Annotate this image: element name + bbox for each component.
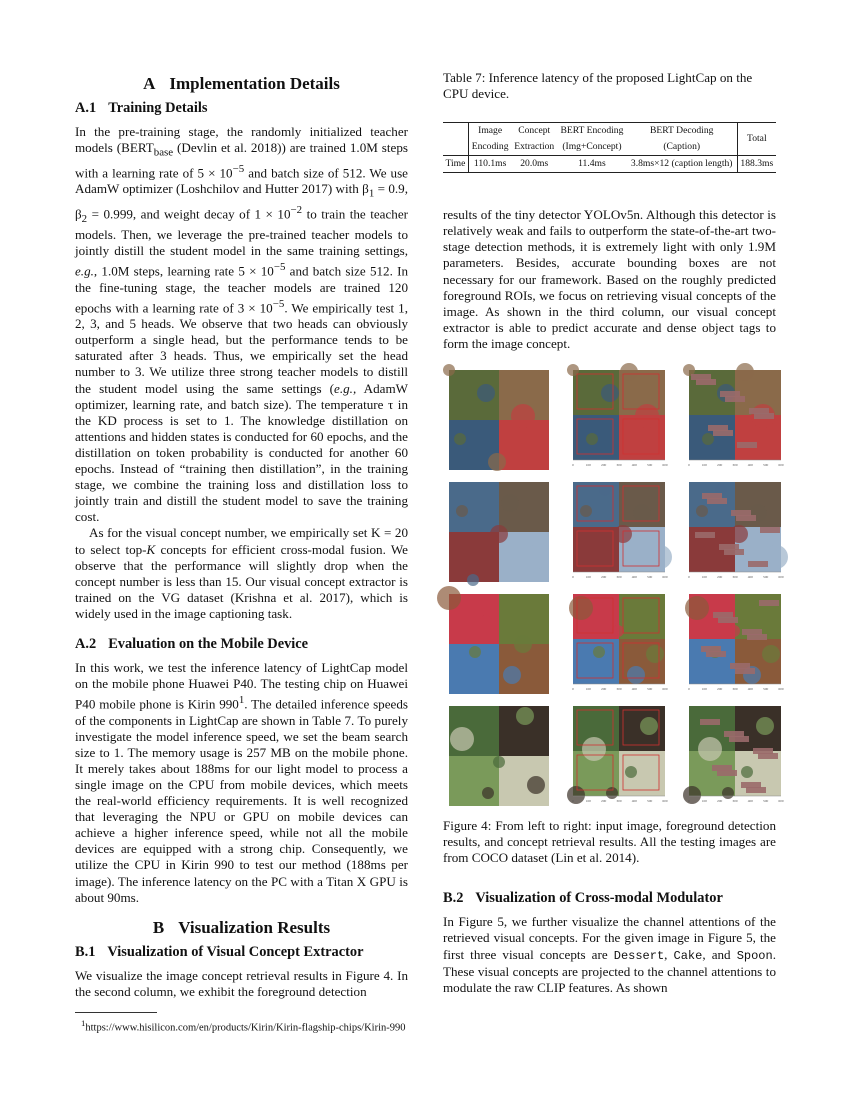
panel-tick-label: 400 bbox=[631, 799, 637, 804]
subsection-b2-number: B.2 bbox=[443, 890, 464, 907]
subsection-a1-heading bbox=[75, 100, 408, 117]
concept-tag bbox=[700, 719, 720, 725]
panel-tick-label: 0 bbox=[688, 799, 690, 804]
concept-tag bbox=[707, 498, 727, 504]
subsection-a2-title: Evaluation on the Mobile Device bbox=[108, 635, 309, 652]
panel-texture bbox=[567, 786, 585, 804]
panel-texture bbox=[503, 666, 521, 684]
panel-texture bbox=[450, 727, 474, 751]
panel-tick-label: 500 bbox=[763, 463, 769, 468]
panel-tick-label: 400 bbox=[631, 687, 637, 692]
figure-panel-r3-c1 bbox=[437, 586, 549, 694]
panel-texture bbox=[527, 776, 545, 794]
panel-tick-label: 600 bbox=[778, 687, 784, 692]
concept-tag bbox=[717, 770, 737, 776]
panel-texture bbox=[741, 766, 753, 778]
panel-tick-label: 500 bbox=[647, 799, 653, 804]
concept-tag bbox=[747, 634, 767, 640]
panel-texture bbox=[685, 596, 709, 620]
panel-texture bbox=[469, 646, 481, 658]
panel-texture bbox=[648, 545, 672, 569]
panel-texture bbox=[627, 666, 645, 684]
panel-texture bbox=[490, 525, 508, 543]
cell-bert-encoding-time: 11.4ms bbox=[557, 156, 627, 173]
figure-panel-r1-c2 bbox=[567, 363, 668, 467]
panel-texture bbox=[612, 625, 624, 637]
training-details-paragraph-2: As for the visual concept number, we empirically set K = 20 to select top-K concepts for efficient cross-modal fusion. We observe that the performance will slightly drop when the concept number is less than 15. Our visual concept extractor is trained on the VG dataset (Krishna et al. 2017), which is widely used in the image captioning task. bbox=[75, 525, 408, 621]
concept-extractor-paragraph-start: We visualize the image concept retrieval results in Figure 4. In the second column, we exhibit the foreground detection bbox=[75, 967, 408, 999]
panel-tick-label: 100 bbox=[585, 687, 591, 692]
panel-tick-label: 100 bbox=[701, 575, 707, 580]
col-image-encoding: Image bbox=[468, 123, 511, 140]
panel-tick-label: 300 bbox=[616, 799, 622, 804]
panel-texture bbox=[482, 787, 494, 799]
panel-texture bbox=[635, 404, 659, 428]
panel-tick-label: 300 bbox=[732, 799, 738, 804]
panel-tick-label: 400 bbox=[747, 687, 753, 692]
panel-texture bbox=[467, 574, 479, 586]
panel-texture bbox=[488, 453, 506, 471]
panel-texture bbox=[480, 615, 492, 627]
panel-texture bbox=[722, 787, 734, 799]
cell-bert-decoding-time: 3.8ms×12 (caption length) bbox=[627, 156, 737, 173]
section-a-title: Implementation Details bbox=[169, 74, 340, 93]
concept-tag bbox=[718, 617, 738, 623]
panel-image-region bbox=[619, 594, 665, 639]
panel-tick-label: 200 bbox=[717, 687, 723, 692]
panel-texture bbox=[730, 525, 748, 543]
panel-tick-label: 500 bbox=[647, 575, 653, 580]
subsection-b1-title: Visualization of Visual Concept Extractor bbox=[107, 943, 364, 960]
col-total: Total bbox=[737, 123, 776, 156]
panel-texture bbox=[580, 505, 592, 517]
footnote-rule bbox=[75, 1012, 157, 1013]
figure-panel-r3-c2 bbox=[569, 594, 668, 691]
panel-tick-label: 100 bbox=[701, 463, 707, 468]
footnote-url[interactable]: https://www.hisilicon.com/en/products/Kirin/Kirin-flagship-chips/Kirin-990 bbox=[85, 1022, 406, 1034]
figure-panel-r4-c2 bbox=[567, 706, 668, 804]
panel-texture bbox=[646, 645, 664, 663]
col-bert-decoding: BERT Decoding bbox=[627, 123, 737, 140]
panel-image-region bbox=[573, 482, 619, 527]
panel-texture bbox=[511, 404, 535, 428]
panel-tick-label: 200 bbox=[601, 575, 607, 580]
panel-tick-label: 600 bbox=[662, 575, 668, 580]
panel-tick-label: 600 bbox=[662, 799, 668, 804]
panel-texture bbox=[633, 504, 651, 522]
table-7-caption: Table 7: Inference latency of the proposed LightCap on the CPU device. bbox=[443, 70, 753, 102]
section-a-heading bbox=[75, 74, 408, 94]
row-label-time: Time bbox=[443, 156, 468, 173]
concept-tag bbox=[754, 413, 774, 419]
panel-tick-label: 200 bbox=[717, 463, 723, 468]
panel-tick-label: 100 bbox=[701, 799, 707, 804]
subsection-b2-heading bbox=[443, 890, 776, 907]
left-column bbox=[75, 70, 408, 1034]
training-details-paragraph-1: In the pre-training stage, the randomly initialized teacher models ($BERT_{base}$ (Devlin et al. 2018)) are trained 1.0M steps with a learning rate of $5 \times 10^{-5}$ and batch size of 512. We use AdamW optimizer (Loshchilov and Hutter 2017) with $\beta_1 = 0.9$, $\beta_2 = 0.999$, and weight decay of $1 \times 10^{-2}$ to train the teacher models. Then, we leverage the pre-trained teacher models to jointly distill the student model in the same training settings, e.g., 1.0M steps, learning rate $5 \times 10^{-5}$ and batch size 512. In the fine-tuning stage, the teacher models are trained 120 epochs with a learning rate of $3 \times 10^{-5}$. We empirically test 1, 2, 3, and 5 heads. We observe that two heads can obviously outperform a single head, but the performance tends to be saturated after 3 heads. Thus, we empirically set the head number to 3. We utilize three strong teacher models to distill the student model using the same settings (e.g., AdamW optimizer, learning rate, and batch size). The temperature τ in the KD process is set to 1. The knowledge distillation on attentions and hidden states is conducted for 60 epochs, and the distillation on token probability is conducted for another 60 epochs. Instead of “training then distillation”, in the training stage, we combine the training loss and distillation loss to jointly train and distill the student model to save the training cost. bbox=[75, 124, 408, 525]
panel-texture bbox=[524, 545, 548, 569]
col-bert-encoding-sub: (Img+Concept) bbox=[562, 141, 622, 153]
panel-texture bbox=[501, 494, 519, 512]
panel-texture bbox=[437, 586, 461, 610]
panel-texture bbox=[477, 384, 495, 402]
panel-texture bbox=[456, 505, 468, 517]
panel-texture bbox=[514, 635, 532, 653]
subsection-a2-number: A.2 bbox=[75, 635, 97, 652]
concept-tag bbox=[695, 532, 715, 538]
panel-texture bbox=[582, 737, 606, 761]
subsection-a2-heading bbox=[75, 636, 408, 653]
cell-image-encoding-time: 110.1ms bbox=[468, 156, 511, 173]
panel-image-region bbox=[449, 756, 499, 806]
cell-total-time: 188.3ms bbox=[737, 156, 776, 173]
panel-texture bbox=[640, 717, 658, 735]
panel-texture bbox=[698, 737, 722, 761]
panel-image-region bbox=[573, 639, 619, 684]
concept-spoon: Spoon bbox=[736, 948, 773, 963]
panel-tick-label: 400 bbox=[747, 463, 753, 468]
table-corner-cell bbox=[443, 123, 468, 156]
concept-tag bbox=[706, 651, 726, 657]
figure-panel-r2-c1 bbox=[449, 482, 549, 586]
cell-concept-extraction-time: 20.0ms bbox=[511, 156, 557, 173]
panel-tick-label: 600 bbox=[778, 575, 784, 580]
panel-tick-label: 300 bbox=[732, 575, 738, 580]
panel-tick-label: 100 bbox=[701, 687, 707, 692]
panel-tick-label: 0 bbox=[688, 463, 690, 468]
panel-texture bbox=[762, 645, 780, 663]
panel-tick-label: 500 bbox=[647, 463, 653, 468]
mobile-evaluation-paragraph: In this work, we test the inference latency of LightCap model on the mobile phone Huawei P40. The testing chip on Huawei P40 mobile phone is Kirin $990^1$. The detailed inference speeds of the components in LightCap are shown in Table 7. To purely investigate the model inference speed, we set the beam search size to 1. The memory usage is 257 MB on the mobile phone. It merely takes about 188ms for our light model to process a single image on the CPU from mobile devices, which meets the real-world efficiency requirements. It is well recognized that leveraging the NPU or GPU on mobile devices can achieve a higher inference speed, while not all the mobile devices are equipped with a strong chip. Consequently, we utilize the CPU in Kirin 990 to test our method (188ms per image). The inference latency on the PC with a Titan X GPU is about 90ms. bbox=[75, 659, 408, 905]
panel-tick-label: 600 bbox=[662, 463, 668, 468]
section-a-number: A bbox=[143, 74, 156, 93]
panel-tick-label: 0 bbox=[572, 575, 574, 580]
concept-extractor-paragraph-cont: results of the tiny detector YOLOv5n. Although this detector is relatively weak and fails to outperform the state-of-the-art two-stage detection methods, it is extremely light with only 1.9M parameters. Besides, accurate bounding boxes are not necessary for our framework. Based on the roughly predicted foreground ROIs, we focus on retrieving visual concepts of the image. As shown in the third column, our visual concept extractor is able to predict accurate and dense object tags to form the image concept. bbox=[443, 207, 776, 351]
concept-tag bbox=[737, 442, 757, 448]
panel-texture bbox=[625, 766, 637, 778]
concept-tag bbox=[735, 668, 755, 674]
footnote bbox=[75, 1017, 408, 1035]
concept-tag bbox=[736, 515, 756, 521]
panel-tick-label: 400 bbox=[747, 575, 753, 580]
footnote-mark: 1 bbox=[81, 1017, 86, 1028]
panel-texture bbox=[586, 433, 598, 445]
figure-4 bbox=[443, 370, 784, 810]
panel-image-region bbox=[573, 527, 619, 572]
panel-texture bbox=[493, 756, 505, 768]
panel-texture bbox=[593, 646, 605, 658]
panel-texture bbox=[516, 707, 534, 725]
section-b-title: Visualization Results bbox=[178, 917, 331, 937]
panel-tick-label: 500 bbox=[763, 575, 769, 580]
panel-tick-label: 600 bbox=[778, 463, 784, 468]
figure-panel-r3-c3 bbox=[685, 594, 784, 691]
figure-panel-r4-c3 bbox=[683, 706, 784, 804]
cross-modal-paragraph: In Figure 5, we further visualize the channel attentions of the retrieved visual concepts. For the given image in Figure 5, the first three visual concepts are Dessert, Cake, and Spoon. These visual concepts are projected to the channel attentions to modulate the raw CLIP features. As shown bbox=[443, 914, 776, 995]
figure-panel-r2-c3 bbox=[688, 482, 788, 579]
figure-4-caption: Figure 4: From left to right: input image, foreground detection results, and concept retrieval results. All the testing images are from COCO dataset (Lin et al. 2014). bbox=[443, 818, 776, 866]
panel-texture bbox=[728, 625, 740, 637]
panel-tick-label: 200 bbox=[601, 463, 607, 468]
panel-image-region bbox=[449, 482, 499, 532]
concept-tag bbox=[724, 549, 744, 555]
subsection-b2-title: Visualization of Cross-modal Modulator bbox=[475, 890, 723, 907]
figure-panel-r1-c1 bbox=[443, 364, 549, 471]
col-concept-extraction-sub: Extraction bbox=[514, 141, 555, 153]
concept-dessert: Dessert bbox=[613, 948, 665, 963]
panel-tick-label: 100 bbox=[585, 463, 591, 468]
panel-tick-label: 500 bbox=[763, 687, 769, 692]
panel-texture bbox=[443, 364, 455, 376]
figure-panel-r2-c2 bbox=[572, 482, 672, 579]
panel-texture bbox=[454, 433, 466, 445]
panel-tick-label: 200 bbox=[717, 799, 723, 804]
figure-panel-r1-c3 bbox=[683, 363, 784, 467]
panel-tick-label: 200 bbox=[601, 799, 607, 804]
panel-tick-label: 300 bbox=[616, 687, 622, 692]
panel-tick-label: 400 bbox=[747, 799, 753, 804]
panel-tick-label: 0 bbox=[572, 799, 574, 804]
col-concept-extraction: Concept bbox=[511, 123, 557, 140]
subsection-a1-title: Training Details bbox=[108, 100, 208, 116]
panel-tick-label: 100 bbox=[585, 575, 591, 580]
panel-texture bbox=[569, 596, 593, 620]
panel-texture bbox=[736, 363, 754, 381]
col-bert-encoding: BERT Encoding bbox=[557, 123, 627, 140]
section-b-number: B bbox=[152, 917, 165, 937]
concept-tag bbox=[713, 430, 733, 436]
figure-panel-r4-c1 bbox=[449, 706, 549, 806]
panel-texture bbox=[606, 787, 618, 799]
panel-tick-label: 0 bbox=[688, 687, 690, 692]
panel-tick-label: 600 bbox=[662, 687, 668, 692]
concept-tag bbox=[729, 736, 749, 742]
subsection-a1-number: A.1 bbox=[75, 100, 97, 116]
panel-tick-label: 500 bbox=[763, 799, 769, 804]
panel-tick-label: 200 bbox=[717, 575, 723, 580]
panel-texture bbox=[756, 717, 774, 735]
panel-image-region bbox=[689, 639, 735, 684]
panel-tick-label: 300 bbox=[732, 687, 738, 692]
concept-tag bbox=[746, 787, 766, 793]
section-b-heading bbox=[75, 918, 408, 938]
panel-tick-label: 400 bbox=[631, 463, 637, 468]
panel-image-region bbox=[689, 482, 735, 527]
panel-tick-label: 300 bbox=[616, 575, 622, 580]
panel-tick-label: 600 bbox=[778, 799, 784, 804]
panel-tick-label: 100 bbox=[585, 799, 591, 804]
concept-tag bbox=[759, 600, 779, 606]
subsection-b1-heading bbox=[75, 944, 408, 961]
panel-tick-label: 400 bbox=[631, 575, 637, 580]
panel-tick-label: 0 bbox=[572, 687, 574, 692]
panel-tick-label: 500 bbox=[647, 687, 653, 692]
panel-tick-label: 0 bbox=[572, 463, 574, 468]
panel-tick-label: 300 bbox=[732, 463, 738, 468]
table-7 bbox=[443, 122, 776, 173]
panel-tick-label: 0 bbox=[688, 575, 690, 580]
panel-texture bbox=[696, 505, 708, 517]
panel-texture bbox=[601, 384, 619, 402]
panel-texture bbox=[683, 786, 701, 804]
col-image-encoding-sub: Encoding bbox=[471, 141, 509, 153]
concept-tag bbox=[696, 379, 716, 385]
right-column bbox=[443, 70, 784, 996]
concept-tag bbox=[748, 561, 768, 567]
col-bert-decoding-sub: (Caption) bbox=[663, 141, 701, 153]
subsection-b1-number: B.1 bbox=[75, 943, 96, 960]
concept-cake: Cake bbox=[673, 948, 703, 963]
panel-texture bbox=[702, 433, 714, 445]
concept-tag bbox=[760, 527, 780, 533]
panel-tick-label: 200 bbox=[601, 687, 607, 692]
concept-tag bbox=[725, 396, 745, 402]
concept-tag bbox=[758, 753, 778, 759]
panel-tick-label: 300 bbox=[616, 463, 622, 468]
